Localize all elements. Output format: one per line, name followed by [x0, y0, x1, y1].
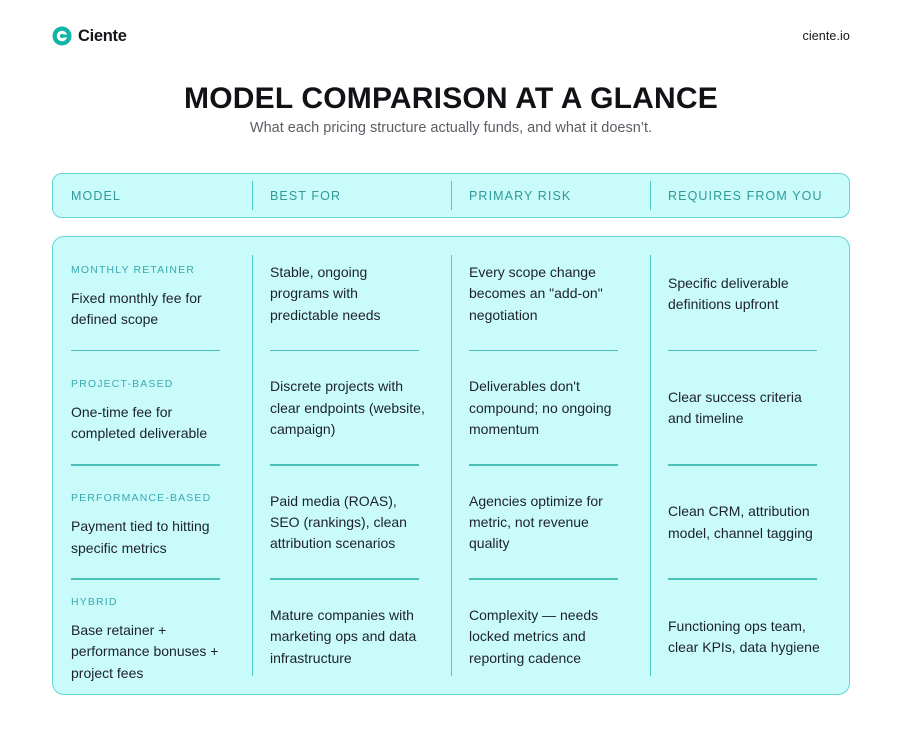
table-cell	[668, 466, 831, 580]
cell-primary-risk: Agencies optimize for metric, not revenue quality	[469, 492, 603, 552]
column-primary-risk	[451, 237, 650, 694]
table-row	[71, 237, 234, 351]
page-title: MODEL COMPARISON AT A GLANCE	[184, 82, 718, 115]
table-cell	[469, 237, 632, 351]
cell-requires-from-you: Clear success criteria and timeline	[668, 389, 802, 427]
cell-model: One-time fee for completed deliverable	[71, 404, 208, 442]
row-category-label: MONTHLY RETAINER	[71, 263, 195, 276]
table-cell	[668, 351, 831, 465]
table-row	[71, 351, 234, 465]
row-category-label: PERFORMANCE-BASED	[71, 492, 212, 505]
site-url: ciente.io	[802, 29, 850, 43]
ciente-circle-c-icon	[52, 26, 72, 46]
table-cell	[469, 466, 632, 580]
table-body	[52, 236, 850, 695]
table-cell	[668, 237, 831, 351]
column-model	[53, 237, 252, 694]
column-header-best-for	[252, 174, 451, 217]
column-header-requires-from-you	[650, 174, 849, 217]
table-cell	[270, 351, 433, 465]
row-category-label: PROJECT-BASED	[71, 378, 174, 391]
table-row	[71, 466, 234, 580]
cell-model: Base retainer + performance bonuses + project fees	[71, 621, 219, 681]
table-cell	[270, 237, 433, 351]
cell-primary-risk: Complexity — needs locked metrics and reporting cadence	[469, 606, 599, 666]
column-header-label: PRIMARY RISK	[469, 188, 572, 203]
table-cell	[469, 351, 632, 465]
column-header-primary-risk	[451, 174, 650, 217]
cell-requires-from-you: Functioning ops team, clear KPIs, data hygiene	[668, 617, 820, 655]
cell-primary-risk: Every scope change becomes an "add-on" negotiation	[469, 264, 603, 323]
table-cell	[469, 580, 632, 694]
table-cell	[270, 580, 433, 694]
brand-name: Ciente	[78, 26, 127, 45]
row-category-label: HYBRID	[71, 595, 118, 608]
column-header-label: REQUIRES FROM YOU	[668, 188, 823, 203]
cell-model: Payment tied to hitting specific metrics	[71, 518, 210, 556]
column-header-label: BEST FOR	[270, 188, 342, 203]
brand-logo	[52, 26, 127, 46]
table-cell	[270, 466, 433, 580]
cell-best-for: Discrete projects with clear endpoints (website, campaign)	[270, 378, 425, 437]
table-row	[71, 580, 234, 694]
column-best-for	[252, 237, 451, 694]
page-subtitle: What each pricing structure actually funds, and what it doesn’t.	[249, 120, 653, 136]
cell-requires-from-you: Specific deliverable definitions upfront	[668, 274, 789, 313]
cell-requires-from-you: Clean CRM, attribution model, channel tagging	[668, 503, 813, 541]
cell-best-for: Paid media (ROAS), SEO (rankings), clean attribution scenarios	[270, 492, 407, 552]
cell-primary-risk: Deliverables don't compound; no ongoing momentum	[469, 378, 612, 437]
table-header-row	[52, 173, 850, 218]
top-bar	[52, 22, 850, 50]
table-cell	[668, 580, 831, 694]
column-requires-from-you	[650, 237, 849, 694]
column-header-label: MODEL	[71, 188, 121, 203]
column-header-model	[53, 174, 252, 217]
cell-best-for: Stable, ongoing programs with predictable needs	[270, 264, 381, 323]
cell-model: Fixed monthly fee for defined scope	[71, 289, 202, 328]
cell-best-for: Mature companies with marketing ops and data infrastructure	[270, 606, 417, 666]
